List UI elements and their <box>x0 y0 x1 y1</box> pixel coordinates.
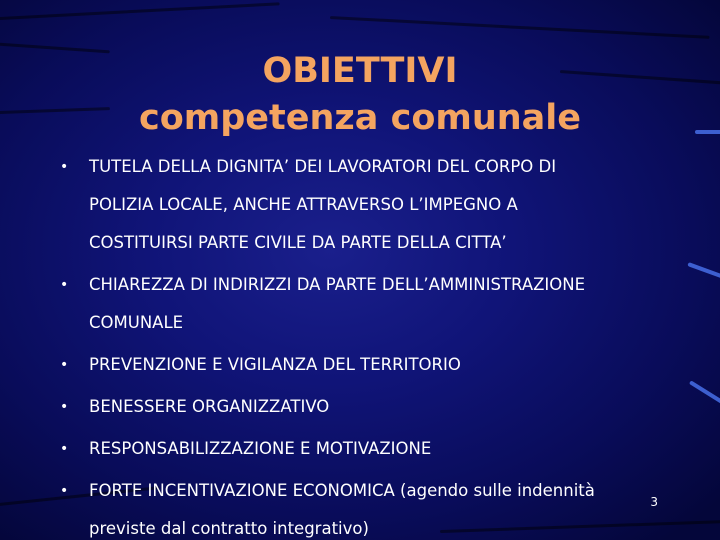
slide-subtitle: competenza comunale <box>138 98 582 138</box>
bullet-dot-icon: • <box>60 277 69 293</box>
bullet-line: CHIAREZZA DI INDIRIZZI DA PARTE DELL’AMMINISTRAZIONE <box>89 275 586 294</box>
bullet-dot-icon: • <box>60 357 69 373</box>
bullet-line: PREVENZIONE E VIGILANZA DEL TERRITORIO <box>89 355 461 374</box>
bullet-dot-icon: • <box>60 483 69 499</box>
bullet-list <box>56 148 666 540</box>
decorative-streak <box>330 16 710 39</box>
bullet-dot-icon: • <box>60 399 69 415</box>
slide-title: OBIETTIVI <box>262 51 458 91</box>
bullet-line: BENESSERE ORGANIZZATIVO <box>89 397 330 416</box>
bullet-item <box>56 266 666 342</box>
bullet-dot-icon: • <box>60 159 69 175</box>
bullet-item <box>56 148 666 262</box>
bullet-line: FORTE INCENTIVAZIONE ECONOMICA (agendo sulle indennità <box>89 481 595 500</box>
bullet-line: TUTELA DELLA DIGNITA’ DEI LAVORATORI DEL CORPO DI <box>89 157 557 176</box>
decorative-streak <box>687 262 720 279</box>
page-number: 3 <box>650 495 658 509</box>
bullet-line: RESPONSABILIZZAZIONE E MOTIVAZIONE <box>89 439 432 458</box>
bullet-dot-icon: • <box>60 441 69 457</box>
bullet-line: previste dal contratto integrativo) <box>89 519 369 538</box>
bullet-line: COMUNALE <box>89 313 184 332</box>
bullet-line: POLIZIA LOCALE, ANCHE ATTRAVERSO L’IMPEGNO A <box>89 195 518 214</box>
bullet-item <box>56 472 666 540</box>
decorative-streak <box>689 380 720 405</box>
bullet-item <box>56 430 666 468</box>
bullet-item <box>56 346 666 384</box>
bullet-line: COSTITUIRSI PARTE CIVILE DA PARTE DELLA CITTA’ <box>89 233 507 252</box>
decorative-streak <box>0 2 280 21</box>
bullet-item <box>56 388 666 426</box>
